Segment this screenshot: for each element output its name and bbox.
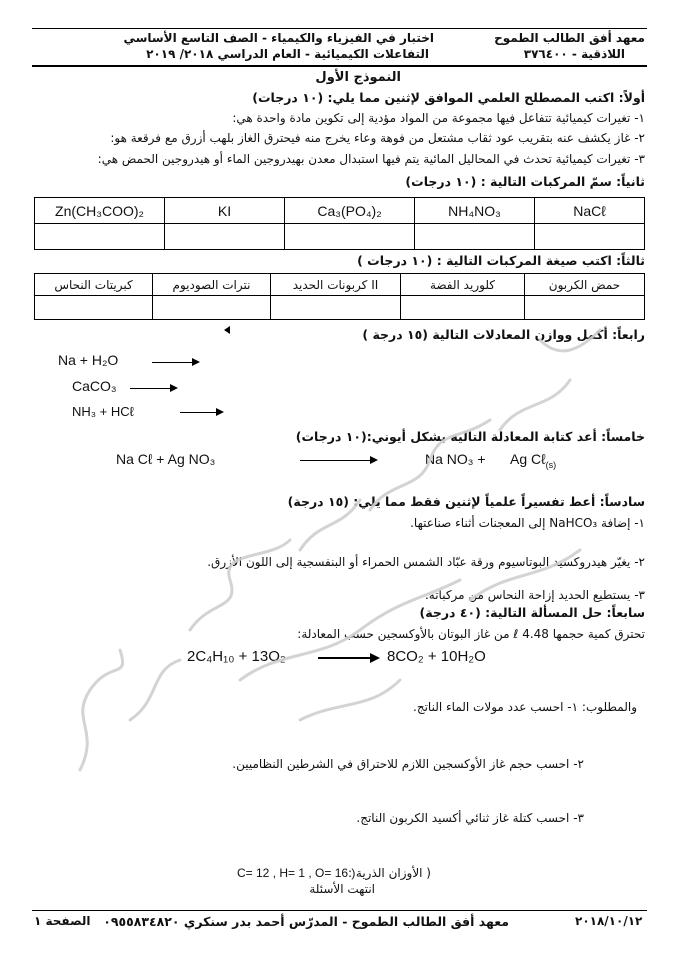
q3-answer-cell[interactable] <box>35 296 153 320</box>
q3-name-4: نترات الصوديوم <box>153 274 271 296</box>
q2-compound-4: KI <box>165 198 285 224</box>
reaction-arrow-icon <box>152 362 198 363</box>
city-phone: اللاذقية - ٣٧٦٤٠٠ <box>523 47 625 61</box>
footer-page: الصفحة ١ <box>34 914 91 928</box>
q7-statement: تحترق كمية حجمها 4.48 ℓ من غاز البوتان بالأوكسجين حسب المعادلة: <box>297 627 645 641</box>
atomic-weights-label: ( الأوزان الذرية : <box>348 866 431 880</box>
q2-answer-cell[interactable] <box>165 224 285 250</box>
q4-equation-3: NH₃ + HCℓ <box>72 404 134 419</box>
q2-title: ثانياً: سمّ المركبات التالية : (١٠ درجات) <box>405 174 645 189</box>
q7-equation-left: 2C₄H₁₀ + 13O₂ <box>187 648 286 665</box>
q4-title: رابعاً: أكمل ووازن المعادلات التالية (١٥ درجة ) <box>362 327 645 342</box>
q5-equation-product-2: Ag Cℓ$_{(s)}$ <box>510 451 557 470</box>
q6-item-2: ٢- يغيّر هيدروكسيد البوتاسيوم ورقة عبّاد الشمس الحمراء أو البنفسجية إلى اللون الأزرق. <box>207 555 645 569</box>
q2-compound-3: Ca₃(PO₄)₂ <box>285 198 415 224</box>
q5-equation-product-1: Na NO₃ + <box>425 451 486 467</box>
q1-item-2: ٢- غاز يكشف عنه بتقريب عود ثقاب مشتعل من فوهة وعاء يخرج منه فيحترق الغاز بلهب أزرق مع فرقعة هو: <box>110 131 645 145</box>
q5-title: خامساً: أعد كتابة المعادلة التالية بشكل أيوني:(١٠ درجات) <box>295 429 645 444</box>
q3-title: ثالثاً: اكتب صيغة المركبات التالية : (١٠ درجات ) <box>357 253 645 268</box>
reaction-arrow-icon <box>318 657 378 659</box>
institute-name: معهد أفق الطالب الطموح <box>494 31 645 45</box>
q2-answer-cell[interactable] <box>415 224 535 250</box>
q1-title: أولاً: اكتب المصطلح العلمي الموافق لإثنين مما يلي: (١٠ درجات) <box>252 90 645 105</box>
q3-answer-cell[interactable] <box>153 296 271 320</box>
q6-title: سادساً: أعط تفسيراً علمياً لإثنين فقط مما يلي: (١٥ درجة) <box>287 494 645 509</box>
exam-title: اختبار في الفيزياء والكيمياء - الصف التاسع الأساسي <box>123 31 434 45</box>
q7-required-3: ٣- احسب كتلة غاز ثنائي أكسيد الكربون الناتج. <box>356 811 584 825</box>
q3-name-1: حمض الكربون <box>525 274 645 296</box>
q3-answer-cell[interactable] <box>271 296 401 320</box>
q2-compound-2: NH₄NO₃ <box>415 198 535 224</box>
q6-item-1: ١- إضافة NaHCO₃ إلى المعجنات أثناء صناعتها. <box>410 516 645 530</box>
exam-topic: التفاعلات الكيميائية - العام الدراسي ٢٠١٨/ ٢٠١٩ <box>146 47 429 61</box>
q2-answer-cell[interactable] <box>35 224 165 250</box>
reaction-arrow-icon <box>300 460 376 461</box>
q3-name-3: كربونات الحديد II <box>271 274 401 296</box>
atomic-weights-values: C= 12 , H= 1 , O= 16 ) <box>237 866 356 880</box>
q2-compound-5: Zn(CH₃COO)₂ <box>35 198 165 224</box>
q1-item-3: ٣- تغيرات كيميائية تحدث في المحاليل المائية يتم فيها استبدال معدن بهيدروجين الماء أو هيدروجين الحمض هي: <box>97 152 645 166</box>
q4-equation-2: CaCO₃ <box>72 378 117 394</box>
q2-table <box>34 197 645 250</box>
footer-date: ٢٠١٨/١٠/١٢ <box>575 914 643 928</box>
model-title: النموذج الأول <box>315 70 401 85</box>
q2-answer-cell[interactable] <box>535 224 645 250</box>
reaction-arrow-icon <box>130 388 176 389</box>
q7-title: سابعاً: حل المسألة التالية: (٤٠ درجة) <box>419 605 645 620</box>
end-of-questions: انتهت الأسئلة <box>309 882 375 896</box>
q1-item-1: ١- تغيرات كيميائية تتفاعل فيها مجموعة من المواد مؤدية إلى تكوين مادة واحدة هي: <box>232 111 645 125</box>
footer-teacher: معهد أفق الطالب الطموح - المدرّس أحمد بدر سنكري ٠٩٥٥٨٣٤٨٢٠ <box>103 914 509 929</box>
q3-answer-cell[interactable] <box>525 296 645 320</box>
q7-required-2: ٢- احسب حجم غاز الأوكسجين اللازم للاحتراق في الشرطين النظاميين. <box>232 757 584 771</box>
q7-equation-right: 8CO₂ + 10H₂O <box>387 648 486 665</box>
reaction-arrow-icon <box>180 412 222 413</box>
q3-name-2: كلوريد الفضة <box>401 274 525 296</box>
q5-equation-left: Na Cℓ + Ag NO₃ <box>116 451 216 467</box>
q2-answer-cell[interactable] <box>285 224 415 250</box>
q2-compound-1: NaCℓ <box>535 198 645 224</box>
q3-table <box>34 273 645 320</box>
caret-marker-icon <box>224 326 230 334</box>
q6-item-3: ٣- يستطيع الحديد إزاحة النحاس من مركباته. <box>424 588 645 602</box>
q4-equation-1: Na + H₂O <box>58 352 119 368</box>
signature-watermark <box>40 300 640 800</box>
q3-name-5: كبريتات النحاس <box>35 274 153 296</box>
q7-required-1: والمطلوب: ١- احسب عدد مولات الماء الناتج. <box>413 700 637 714</box>
q3-answer-cell[interactable] <box>401 296 525 320</box>
